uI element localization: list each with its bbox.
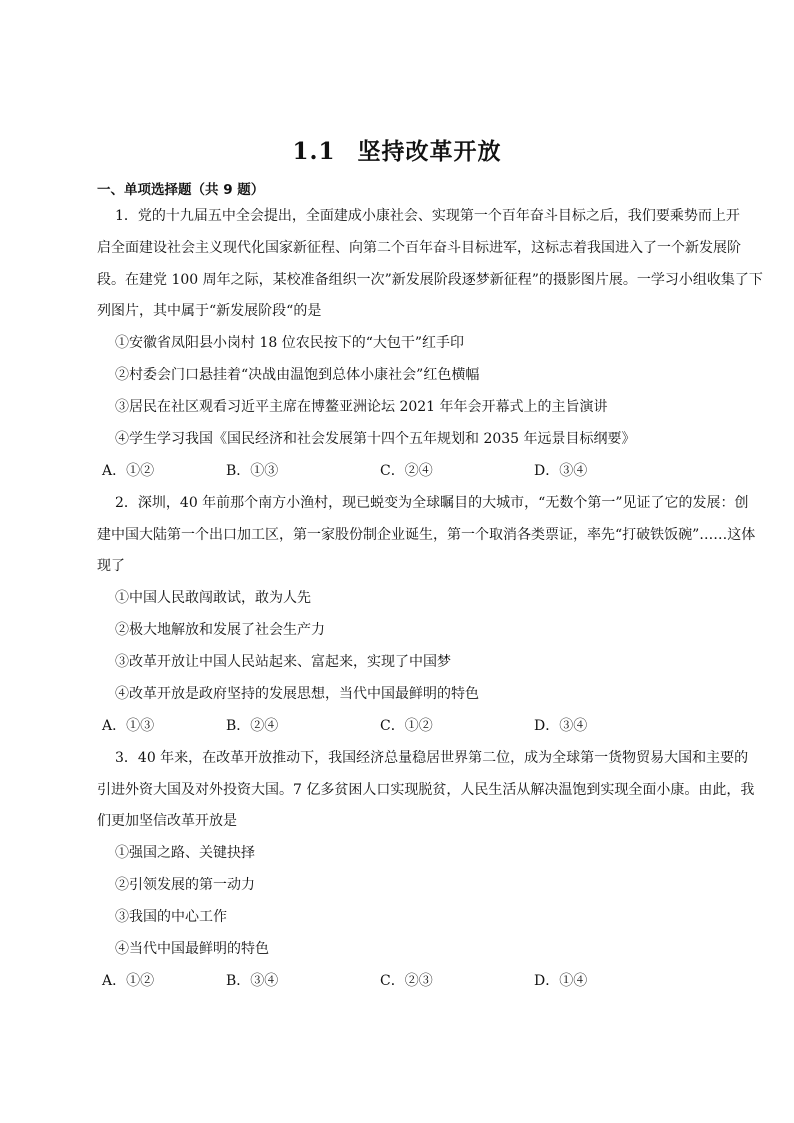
question-1-stem-line-3: 段。在建党 100 周年之际，某校准备组织一次”新发展阶段逐梦新征程”的摄影图片展。一学习小组收集了下 (97, 272, 763, 288)
title-text: 坚持改革开放 (357, 138, 502, 165)
question-1-stem-line-2: 启全面建设社会主义现代化国家新征程、向第二个百年奋斗目标进军，这标志着我国进入了一个新发展阶 (97, 240, 741, 256)
question-3-choice-b[interactable]: B．③④ (226, 973, 279, 989)
question-2-stem-line-2: 建中国大陆第一个出口加工区，第一家股份制企业诞生，第一个取消各类票证，率先“打破铁饭碗”……这体 (97, 527, 756, 543)
question-1-stem-line-1: 1．党的十九届五中全会提出，全面建成小康社会、实现第一个百年奋斗目标之后，我们要乘势而上开 (115, 208, 740, 224)
question-2-choice-c[interactable]: C．①② (380, 718, 433, 734)
question-3-stem-line-2: 引进外资大国及对外投资大国。7 亿多贫困人口实现脱贫，人民生活从解决温饱到实现全面小康。由此，我 (97, 782, 755, 798)
question-3-option-3: ③我国的中心工作 (115, 909, 227, 925)
question-1-option-1: ①安徽省凤阳县小岗村 18 位农民按下的“大包干”红手印 (115, 335, 465, 351)
question-1-stem-line-4: 列图片，其中属于“新发展阶段“的是 (97, 303, 322, 319)
page-title (0, 133, 794, 166)
question-2-option-2: ②极大地解放和发展了社会生产力 (115, 622, 325, 638)
question-1-choice-a[interactable]: A．①② (102, 463, 155, 479)
question-3-stem-line-1: 3．40 年来，在改革开放推动下，我国经济总量稳居世界第二位，成为全球第一货物贸易大国和主要的 (115, 750, 749, 766)
question-1-choice-d[interactable]: D．③④ (534, 463, 588, 479)
question-2-option-1: ①中国人民敢闯敢试，敢为人先 (115, 590, 311, 606)
question-3-option-4: ④当代中国最鲜明的特色 (115, 941, 269, 957)
question-1-option-4: ④学生学习我国《国民经济和社会发展第十四个五年规划和 2035 年远景目标纲要》 (115, 431, 636, 447)
question-1-choice-c[interactable]: C．②④ (380, 463, 433, 479)
question-2-choice-b[interactable]: B．②④ (226, 718, 279, 734)
question-3-option-2: ②引领发展的第一动力 (115, 877, 255, 893)
question-3-choice-d[interactable]: D．①④ (534, 973, 588, 989)
title-number: 1.1 (292, 138, 336, 165)
question-2-option-4: ④改革开放是政府坚持的发展思想，当代中国最鲜明的特色 (115, 686, 479, 702)
question-1-option-3: ③居民在社区观看习近平主席在博鳌亚洲论坛 2021 年年会开幕式上的主旨演讲 (115, 399, 608, 415)
question-1-choice-b[interactable]: B．①③ (226, 463, 279, 479)
question-1-option-2: ②村委会门口悬挂着“决战由温饱到总体小康社会”红色横幅 (115, 367, 480, 383)
question-2-stem-line-1: 2．深圳，40 年前那个南方小渔村，现已蜕变为全球瞩目的大城市，“无数个第一”见证了它的发展：创 (115, 495, 749, 511)
question-2-choice-d[interactable]: D．③④ (534, 718, 588, 734)
question-2-stem-line-3: 现了 (97, 558, 125, 574)
question-3-option-1: ①强国之路、关键抉择 (115, 845, 255, 861)
section-heading: 一、单项选择题（共 9 题） (97, 182, 265, 198)
question-3-stem-line-3: 们更加坚信改革开放是 (97, 813, 237, 829)
question-3-choice-c[interactable]: C．②③ (380, 973, 433, 989)
question-2-option-3: ③改革开放让中国人民站起来、富起来，实现了中国梦 (115, 654, 451, 670)
question-2-choice-a[interactable]: A．①③ (102, 718, 155, 734)
question-3-choice-a[interactable]: A．①② (102, 973, 155, 989)
